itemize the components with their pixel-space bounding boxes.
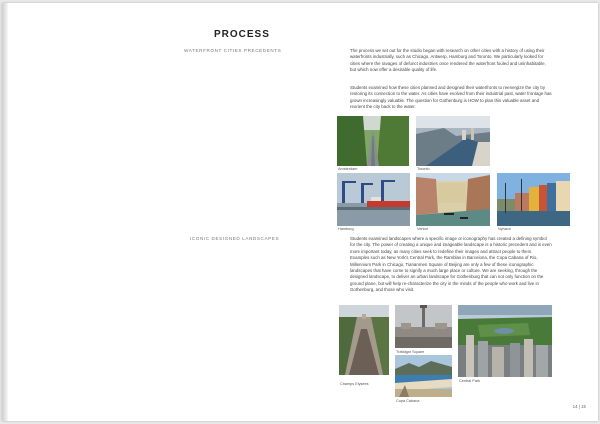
page-title: PROCESS <box>214 29 270 40</box>
trafalgar-square-photo <box>395 305 452 348</box>
section-label-iconic: ICONIC DESIGNED LANDSCAPES <box>190 236 280 241</box>
copa-cabana-photo <box>395 355 452 397</box>
champs-elysees-photo <box>339 305 389 375</box>
iconic-paragraph-1: Students examined landscapes where a specific image or iconography has created a defining symbol for the city. The power of creating a unique and imageable landscape is a historic precedent and is even more important today, as many cities seek to redefine their images and attract people to them. Examples such as New York's Central Park, the Ramblas in Barcelona, the Copa Cabana of Rio, Millennium Park in Chicago, Tiananmen Square of Beijing are only a few of these iconographic landscapes that have come to signify a much large place or culture. We are seeking, through the designed landscape, to deliver an urban landscape for Gothenburg that can not only function on the ground plane, but will help re-characterize the city in the minds of the people who work and live in Gothenburg, and those who visit. <box>350 236 552 293</box>
document-page <box>2 3 598 421</box>
nyhavn-photo <box>497 173 570 226</box>
caption-amsterdam: Amsterdam <box>338 167 358 171</box>
caption-nyhavn: Nyhavn <box>498 227 511 231</box>
caption-trafalgar-square: Trafalgar Square <box>396 350 425 354</box>
binding-spine <box>2 3 8 421</box>
central-park-photo <box>458 305 552 377</box>
caption-central-park: Central Park <box>459 379 481 383</box>
venice-photo <box>416 173 490 226</box>
toronto-photo <box>416 116 490 166</box>
amsterdam-photo <box>337 116 409 166</box>
waterfront-paragraph-1: The process we set out for the studio began with research on other cities with a history of using their waterfronts industrially, such as Chicago, Antwerp, Hamburg and Toronto. We particularly looked for cities where the ravages of defunct industries once rendered the waterfront fouled and uninhabitable, but which now offer a desirable quality of life. <box>350 48 546 73</box>
caption-champs-elysees: Champs Elysees <box>340 382 369 386</box>
caption-toronto: Toronto <box>417 167 430 171</box>
hamburg-photo <box>337 173 410 226</box>
page-number: 14 | 15 <box>572 404 586 409</box>
waterfront-paragraph-2: Students examined how these cities planned and designed their waterfronts to reenergize the city by restoring its connection to the water. As cities have evolved from their industrial past, water frontage has grown increasingly valuable. The question for Gothenburg is HOW to plan this valuable asset and reorient the city back to the water. <box>350 85 552 110</box>
caption-venice: Venice <box>417 227 429 231</box>
section-label-waterfront: WATERFRONT CITIES PRECEDENTS <box>184 48 282 53</box>
caption-copa-cabana: Copa Cabana <box>396 399 420 403</box>
caption-hamburg: Hamburg <box>338 227 354 231</box>
